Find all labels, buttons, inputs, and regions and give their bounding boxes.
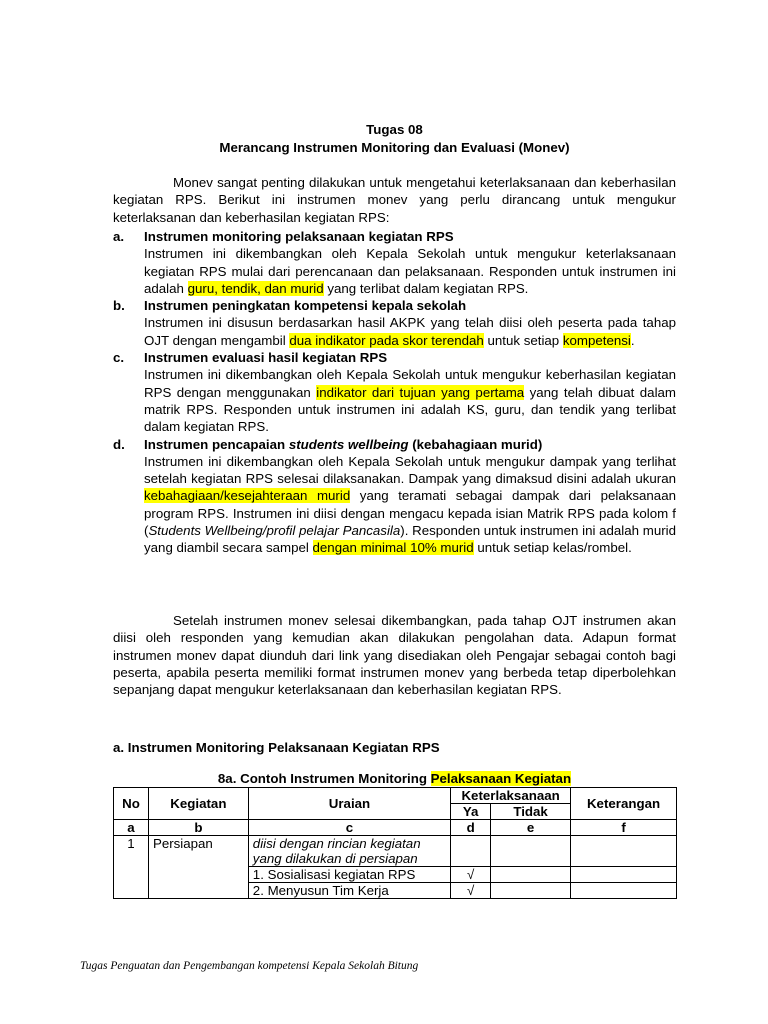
highlight: guru, tendik, dan murid (187, 280, 324, 296)
cell-uraian: diisi dengan rincian kegiatan yang dilakukan di persiapan (248, 836, 450, 867)
header-ya: Ya (451, 804, 491, 820)
cell-tidak (491, 836, 571, 867)
column-letter: d (451, 820, 491, 836)
monitoring-table (113, 787, 677, 899)
highlight: kompetensi (562, 332, 631, 348)
header-tidak: Tidak (491, 804, 571, 820)
cell-tidak (491, 867, 571, 883)
cell-kegiatan: Persiapan (148, 836, 248, 899)
cell-ya: √ (451, 883, 491, 899)
cell-ya (451, 836, 491, 867)
column-letter: a (114, 820, 149, 836)
document-subtitle: Merancang Instrumen Monitoring dan Evaluasi (Monev) (219, 140, 570, 155)
cell-uraian: 2. Menyusun Tim Kerja (248, 883, 450, 899)
page-footer: Tugas Penguatan dan Pengembangan kompetensi Kepala Sekolah Bitung (80, 960, 419, 972)
list-item-body: Instrumen ini dikembangkan oleh Kepala Sekolah untuk mengukur keberhasilan kegiatan RPS dengan menggunakan indikator dari tujuan yang pertama yang telah dibuat dalam matrik RPS. Responden untuk instrumen ini adalah KS, guru, dan tendik yang terlibat dalam kegiatan RPS. (144, 367, 676, 435)
cell-keterangan (571, 836, 677, 867)
list-marker: c. (113, 350, 125, 366)
list-item-heading: Instrumen evaluasi hasil kegiatan RPS (144, 350, 388, 366)
list-item-heading: Instrumen peningkatan kompetensi kepala sekolah (144, 298, 467, 314)
instrument-list (113, 228, 676, 557)
list-item (113, 436, 676, 557)
list-item (113, 349, 676, 435)
list-marker: d. (113, 436, 125, 452)
header-keterlaksanaan: Keterlaksanaan (451, 788, 571, 804)
intro-paragraph: Monev sangat penting dilakukan untuk mengetahui keterlaksanaan dan keberhasilan kegiatan RPS. Berikut ini instrumen monev yang perlu dirancang untuk mengukur keterlaksanan dan keberhasilan kegiatan RPS: (113, 175, 676, 225)
cell-keterangan (571, 867, 677, 883)
table-row (114, 836, 677, 867)
column-letter: c (248, 820, 450, 836)
header-no: No (114, 788, 149, 820)
column-letter: b (148, 820, 248, 836)
list-marker: a. (113, 229, 125, 244)
column-letter: f (571, 820, 677, 836)
highlight: dua indikator pada skor terendah (289, 332, 484, 348)
highlight: kebahagiaan/kesejahteraan murid (144, 488, 351, 504)
cell-no: 1 (114, 836, 149, 899)
list-item (113, 228, 676, 297)
cell-keterangan (571, 883, 677, 899)
cell-uraian: 1. Sosialisasi kegiatan RPS (248, 867, 450, 883)
header-kegiatan: Kegiatan (148, 788, 248, 820)
closing-paragraph: Setelah instrumen monev selesai dikembangkan, pada tahap OJT instrumen akan diisi oleh responden yang kemudian akan dilakukan pengolahan data. Adapun format instrumen monev dapat diunduh dari link yang disediakan oleh Pengajar sebagai contoh bagi peserta, apabila peserta memiliki format instrumen monev yang berbeda tetap diperbolehkan sepanjang dapat mengukur keterlaksanaan dan keberhasilan kegiatan RPS. (113, 613, 676, 698)
header-keterangan: Keterangan (571, 788, 677, 820)
section-heading: a. Instrumen Monitoring Pelaksanaan Kegiatan RPS (113, 740, 440, 755)
table-caption: 8a. Contoh Instrumen Monitoring Pelaksanaan Kegiatan (217, 771, 572, 786)
highlight: dengan minimal 10% murid (312, 540, 474, 556)
list-item-body: Instrumen ini dikembangkan oleh Kepala Sekolah untuk mengukur dampak yang terlihat setelah kegiatan RPS selesai dilaksanakan. Dampak yang dimaksud disini adalah ukuran kebahagiaan/kesejahteraan murid yang teramati sebagai dampak dari pelaksanaan program RPS. Instrumen ini diisi dengan mengacu kepada isian Matrik RPS pada kolom f (Students Wellbeing/profil pelajar Pancasila). Responden untuk instrumen ini adalah murid yang diambil secara sampel dengan minimal 10% murid untuk setiap kelas/rombel. (144, 453, 676, 556)
cell-tidak (491, 883, 571, 899)
list-item-body: Instrumen ini disusun berdasarkan hasil AKPK yang telah diisi oleh peserta pada tahap OJT dengan mengambil dua indikator pada skor terendah untuk setiap kompetensi. (144, 315, 676, 348)
list-item-heading: Instrumen pencapaian students wellbeing (kebahagiaan murid) (144, 436, 543, 452)
column-letter: e (491, 820, 571, 836)
list-item-body: Instrumen ini dikembangkan oleh Kepala Sekolah untuk mengukur keterlaksanaan kegiatan RPS mulai dari perencanaan dan pelaksanaan. Responden untuk instrumen ini adalah guru, tendik, dan murid yang terlibat dalam kegiatan RPS. (144, 246, 676, 296)
list-marker: b. (113, 298, 125, 314)
highlight: Pelaksanaan Kegiatan (430, 771, 572, 786)
list-item-heading: Instrumen monitoring pelaksanaan kegiatan RPS (144, 229, 454, 244)
list-item (113, 297, 676, 349)
header-uraian: Uraian (248, 788, 450, 820)
highlight: indikator dari tujuan yang pertama (316, 384, 525, 400)
document-title: Tugas 08 (366, 122, 423, 137)
cell-ya: √ (451, 867, 491, 883)
